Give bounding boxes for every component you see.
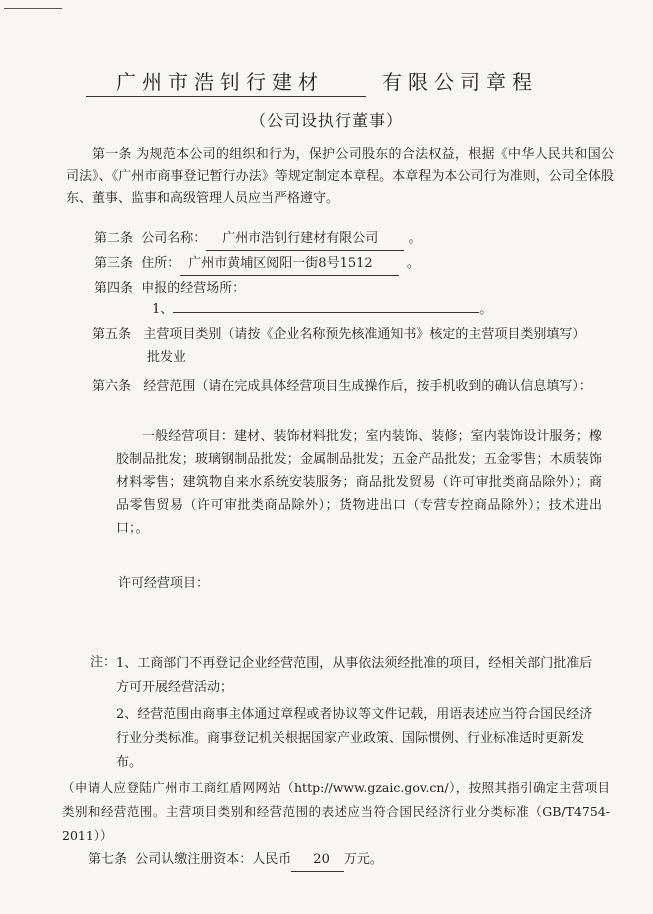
article-2-label: 第二条 — [94, 231, 134, 246]
title-company-name: 广州市浩钊行建材 — [86, 66, 330, 97]
document-title — [86, 66, 538, 97]
article-7-unit: 万元。 — [343, 852, 383, 867]
article-2-end: 。 — [408, 231, 422, 246]
article-6 — [92, 376, 592, 398]
article-5-label: 第五条 — [92, 327, 132, 342]
article-5-text: 主营项目类别（请按《企业名称预先核准通知书》核定的主营项目类别填写） — [143, 327, 586, 342]
title-suffix: 有限公司章程 — [382, 70, 538, 94]
article-4-item — [152, 298, 492, 321]
article-1: 第一条 为规范本公司的组织和行为，保护公司股东的合法权益，根据《中华人民共和国公司法》、《广州市商事登记暂行办法》等规定制定本章程。本章程为本公司行为准则，公司全体股东、董事、监事和高级管理人员应当严格遵守。 — [66, 147, 614, 206]
article-3-label: 第三条 — [94, 256, 134, 271]
article-2-field: 公司名称： — [141, 231, 207, 246]
article-7-text: 公司认缴注册资本：人民币 — [135, 852, 292, 867]
article-7 — [88, 849, 383, 872]
general-business-scope: 一般经营项目：建材、装饰材料批发；室内装饰、装修；室内装饰设计服务；橡胶制品批发；玻璃钢制品批发；金属制品批发；五金产品批发；五金零售；木质装饰材料零售；建筑物自来水系统安装服务；商品批发贸易（许可审批类商品除外）；商品零售贸易（许可审批类商品除外）；货物进出口（专营专控商品除外）；技术进出口；。 — [116, 429, 602, 536]
company-name-value: 广州市浩钊行建材有限公司 — [206, 228, 404, 251]
article-6-text: 经营范围（请在完成具体经营项目生成操作后，按手机收到的确认信息填写）： — [143, 379, 592, 394]
scan-mark — [4, 8, 62, 9]
registered-capital-value: 20 — [291, 849, 344, 872]
article-4-field: 申报的经营场所： — [141, 281, 246, 296]
article-4 — [94, 278, 245, 300]
note-1-text: 1、工商部门不再登记企业经营范围，从事依法须经批准的项目，经相关部门批准后方可开展经营活动； — [116, 656, 593, 695]
document-subtitle: （公司设执行董事） — [249, 111, 403, 130]
article-6-label: 第六条 — [92, 379, 132, 394]
note-2-text: 2、经营范围由商事主体通过章程或者协议等文件记载，用语表述应当符合国民经济行业分类标准。商事登记机关根据国家产业政策、国际惯例、行业标准适时更新发布。 — [116, 707, 593, 770]
article-2 — [94, 228, 421, 251]
article-4-item-end: 。 — [479, 302, 493, 317]
article-3 — [94, 253, 420, 276]
article-5 — [92, 324, 585, 346]
premises-blank — [173, 298, 479, 313]
article-3-end: 。 — [406, 256, 420, 271]
notes-prefix: 注： — [90, 655, 117, 670]
licensed-business-scope: 许可经营项目： — [118, 576, 210, 591]
article-4-label: 第四条 — [94, 281, 134, 296]
article-7-label: 第七条 — [88, 852, 128, 867]
note-2 — [116, 703, 602, 775]
article-3-field: 住所： — [141, 256, 181, 271]
main-category-value: 批发业 — [147, 350, 187, 365]
article-4-item-prefix: 1、 — [152, 302, 174, 317]
application-remark: （申请人应登陆广州市工商红盾网网站（http://www.gzaic.gov.cn/），按照其指引确定主营项目类别和经营范围。主营项目类别和经营范围的表述应当符合国民经济行业分类标准（GB/T4754-2011）） — [62, 780, 610, 843]
address-value: 广州市黄埔区阅阳一街8号1512 — [180, 253, 398, 276]
title-blank-line — [330, 95, 366, 97]
note-1 — [116, 652, 602, 700]
